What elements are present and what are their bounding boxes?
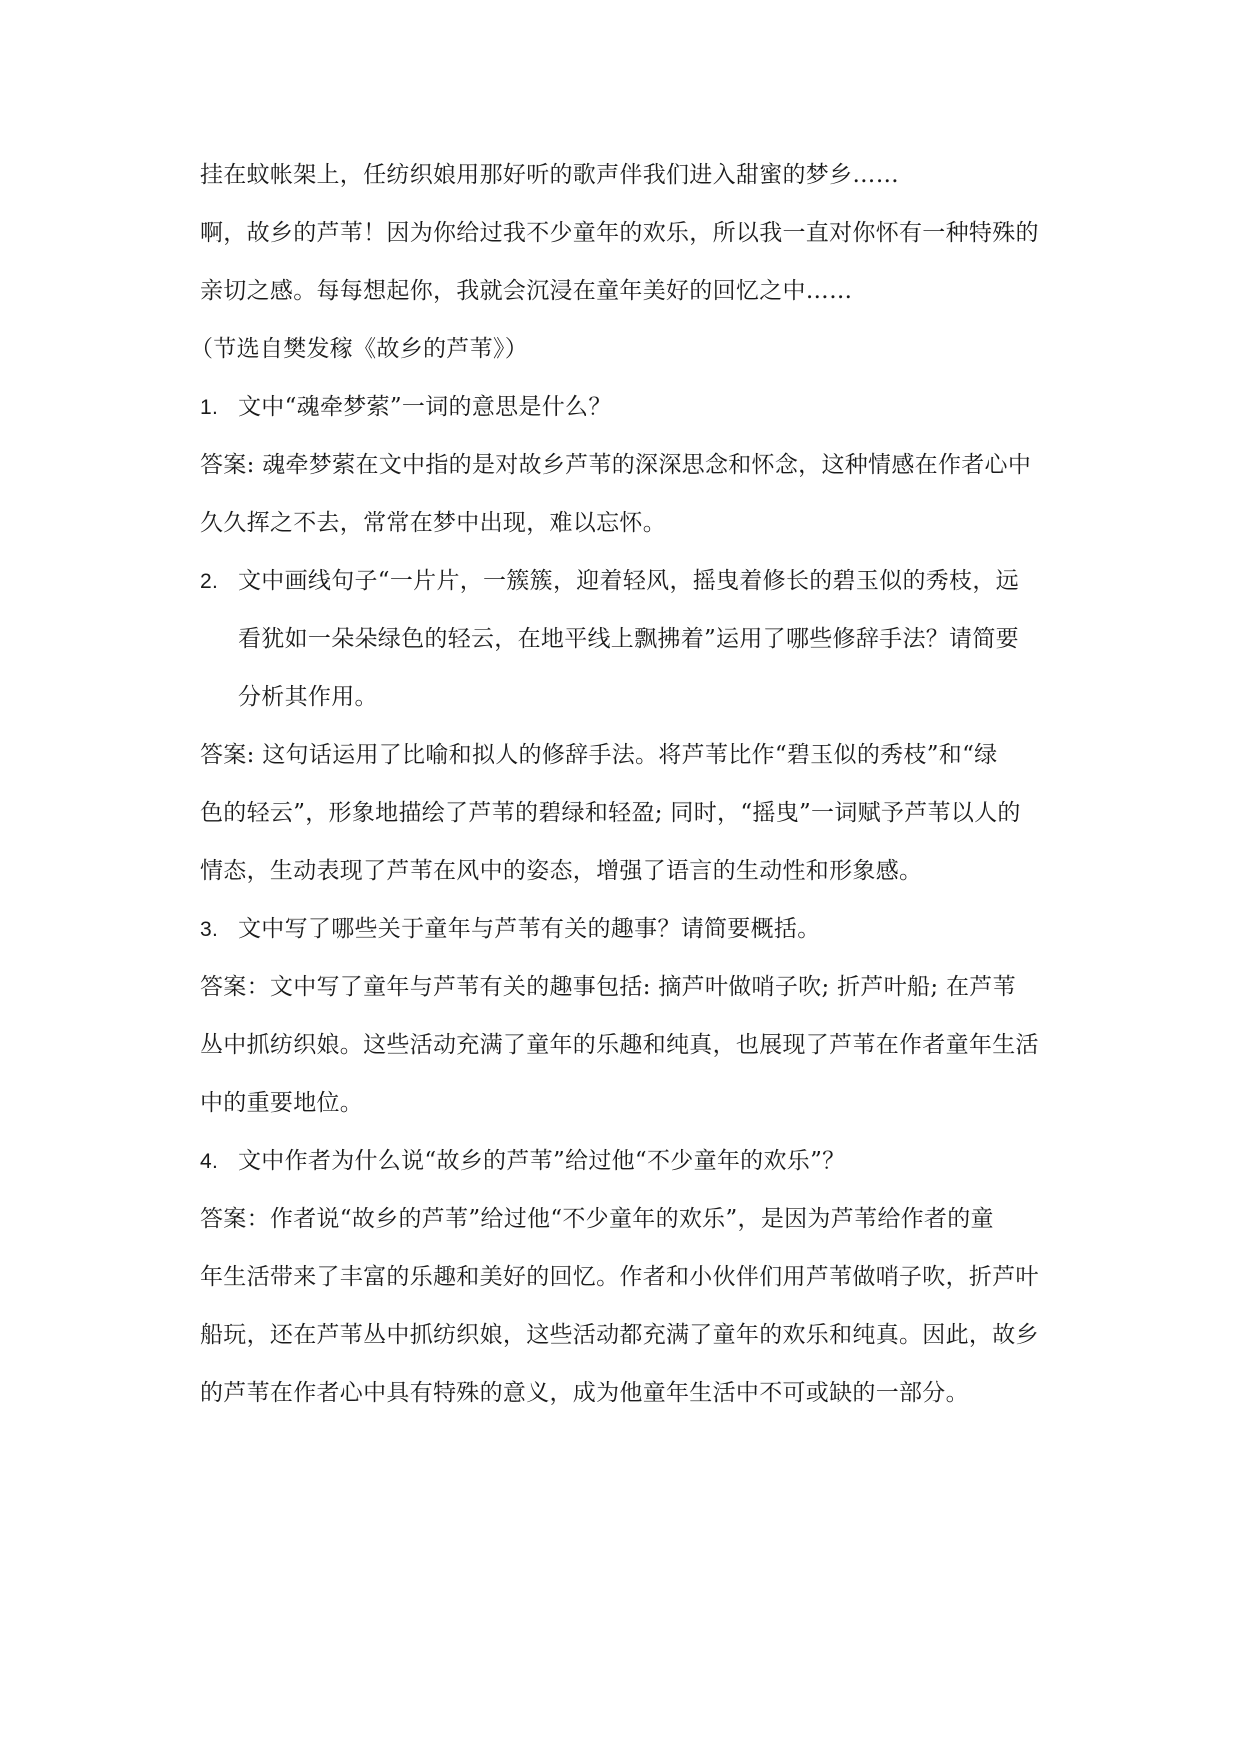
question-text: 文中“魂牵梦萦”一词的意思是什么？ [238, 394, 612, 420]
question-text: 文中作者为什么说“故乡的芦苇”给过他“不少童年的欢乐”？ [238, 1148, 846, 1174]
question-3 [200, 913, 1090, 946]
question-text-continued: 看犹如一朵朵绿色的轻云，在地平线上飘拂着”运用了哪些修辞手法？请简要 [238, 626, 1019, 652]
question-2 [200, 565, 1090, 598]
answer-line: 情态，生动表现了芦苇在风中的姿态，增强了语言的生动性和形象感。 [200, 858, 923, 884]
answer-line: 久久挥之不去，常常在梦中出现，难以忘怀。 [200, 510, 666, 536]
passage-line: 亲切之感。每每想起你，我就会沉浸在童年美好的回忆之中…… [200, 278, 853, 304]
answer-line: 色的轻云”，形象地描绘了芦苇的碧绿和轻盈; 同时，“摇曳”一词赋予芦苇以人的 [200, 800, 1021, 826]
question-4 [200, 1145, 1090, 1178]
question-text: 文中画线句子“一片片，一簇簇，迎着轻风，摇曳着修长的碧玉似的秀枝，远 [238, 568, 1019, 594]
question-text: 文中写了哪些关于童年与芦苇有关的趣事？请简要概括。 [238, 916, 821, 942]
passage-source: （节选自樊发稼《故乡的芦苇》） [190, 336, 528, 362]
answer-line: 船玩，还在芦苇丛中抓纺织娘，这些活动都充满了童年的欢乐和纯真。因此，故乡 [200, 1322, 1039, 1348]
answer-line: 中的重要地位。 [200, 1090, 364, 1116]
answer-line: 的芦苇在作者心中具有特殊的意义，成为他童年生活中不可或缺的一部分。 [200, 1380, 969, 1406]
question-1 [200, 391, 1090, 424]
passage-line: 挂在蚊帐架上，任纺织娘用那好听的歌声伴我们进入甜蜜的梦乡…… [200, 162, 899, 188]
answer-line: 年生活带来了丰富的乐趣和美好的回忆。作者和小伙伴们用芦苇做哨子吹，折芦叶 [200, 1264, 1039, 1290]
question-number: 2. [200, 570, 219, 593]
question-number: 4. [200, 1150, 219, 1173]
answer-line: 答案：作者说“故乡的芦苇”给过他“不少童年的欢乐”，是因为芦苇给作者的童 [200, 1206, 994, 1232]
question-text-continued: 分析其作用。 [238, 684, 378, 710]
answer-line: 答案: 这句话运用了比喻和拟人的修辞手法。将芦苇比作“碧玉似的秀枝”和“绿 [200, 742, 998, 768]
question-number: 1. [200, 396, 219, 419]
answer-line: 答案: 魂牵梦萦在文中指的是对故乡芦苇的深深思念和怀念，这种情感在作者心中 [200, 452, 1032, 478]
answer-line: 丛中抓纺织娘。这些活动充满了童年的乐趣和纯真，也展现了芦苇在作者童年生活 [200, 1032, 1039, 1058]
question-number: 3. [200, 918, 219, 941]
answer-line: 答案：文中写了童年与芦苇有关的趣事包括: 摘芦叶做哨子吹; 折芦叶船; 在芦苇 [200, 974, 1016, 1000]
passage-line: 啊，故乡的芦苇！因为你给过我不少童年的欢乐，所以我一直对你怀有一种特殊的 [200, 220, 1039, 246]
